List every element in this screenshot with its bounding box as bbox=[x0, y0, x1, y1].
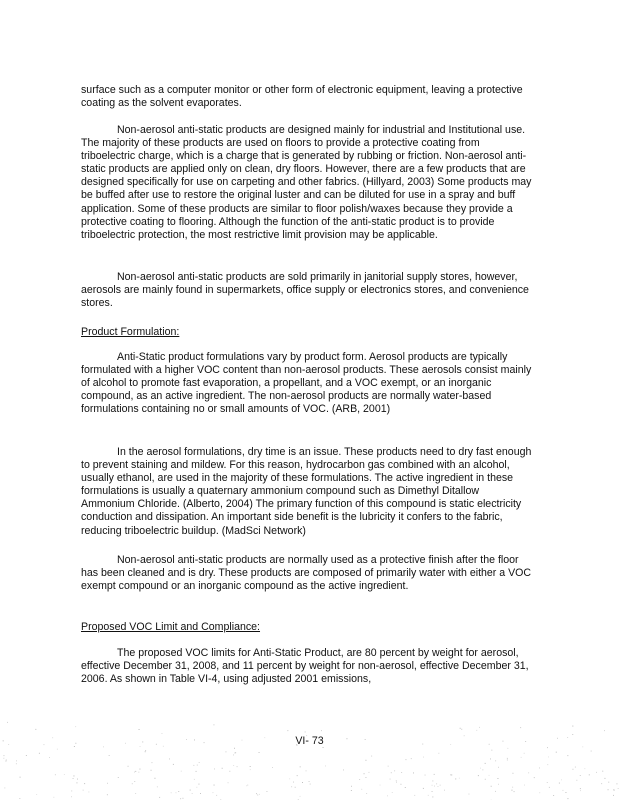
page-number: VI- 73 bbox=[295, 735, 324, 747]
paragraph-sales-channels: Non-aerosol anti-static products are sold primarily in janitorial supply stores, however, aerosols are mainly found in supermarkets, office supply or electronics stores, and convenience stores. bbox=[81, 271, 529, 310]
paragraph-proposed-limits: The proposed VOC limits for Anti-Static Product, are 80 percent by weight for aerosol, effective December 31, 2008, and 11 percent by weight for non-aerosol, effective December 31, 2006. As shown in Table VI-4, using adjusted 2001 emissions, bbox=[81, 647, 529, 686]
heading-voc-limit-compliance: Proposed VOC Limit and Compliance: bbox=[81, 621, 261, 633]
paragraph-formulation: Anti-Static product formulations vary by product form. Aerosol products are typically formulated with a higher VOC content than non-aerosol products. These aerosols consist mainly of alcohol to promote fast evaporation, a propellant, and a VOC exempt, or an inorganic compound, as an active ingredient. The non-aerosol products are normally water-based formulations containing no or small amounts of VOC. (ARB, 2001) bbox=[81, 351, 532, 416]
paragraph-continued: surface such as a computer monitor or other form of electronic equipment, leaving a protective coating as the solvent evaporates. bbox=[81, 84, 523, 110]
paragraph-non-aerosol-finish: Non-aerosol anti-static products are normally used as a protective finish after the floor has been cleaned and is dry. These products are composed of primarily water with either a VOC exempt compound or an inorganic compound as the active ingredient. bbox=[81, 554, 532, 593]
paragraph-aerosol-dry-time: In the aerosol formulations, dry time is an issue. These products need to dry fast enough to prevent staining and mildew. For this reason, hydrocarbon gas combined with an alcohol, usually ethanol, are used in the majority of these formulations. The active ingredient in these formulations is usually a quaternary ammonium compound such as Dimethyl Ditallow Ammonium Chloride. (Alberto, 2004) The primary function of this compound is static electricity conduction and dissipation. An important side benefit is the lubricity it confers to the fabric, reducing triboelectric buildup. (MadSci Network) bbox=[81, 446, 532, 537]
scan-noise bbox=[0, 700, 619, 800]
heading-product-formulation: Product Formulation: bbox=[81, 326, 180, 338]
paragraph-non-aerosol-use: Non-aerosol anti-static products are designed mainly for industrial and Institutional use. The majority of these products are used on floors to provide a protective coating from triboelectric charge, which is a charge that is generated by rubbing or friction. Non-aerosol anti-static products are applied only on clean, dry floors. However, there are a few products that are designed specifically for use on carpeting and other fabrics. (Hillyard, 2003) Some products may be buffed after use to restore the original luster and can be diluted for use in a spray and buff application. Some of these products are similar to floor polish/waxes because they provide a protective coating to flooring. Although the function of the anti-static product is to provide triboelectric protection, the most restrictive limit provision may be applicable. bbox=[81, 124, 532, 241]
